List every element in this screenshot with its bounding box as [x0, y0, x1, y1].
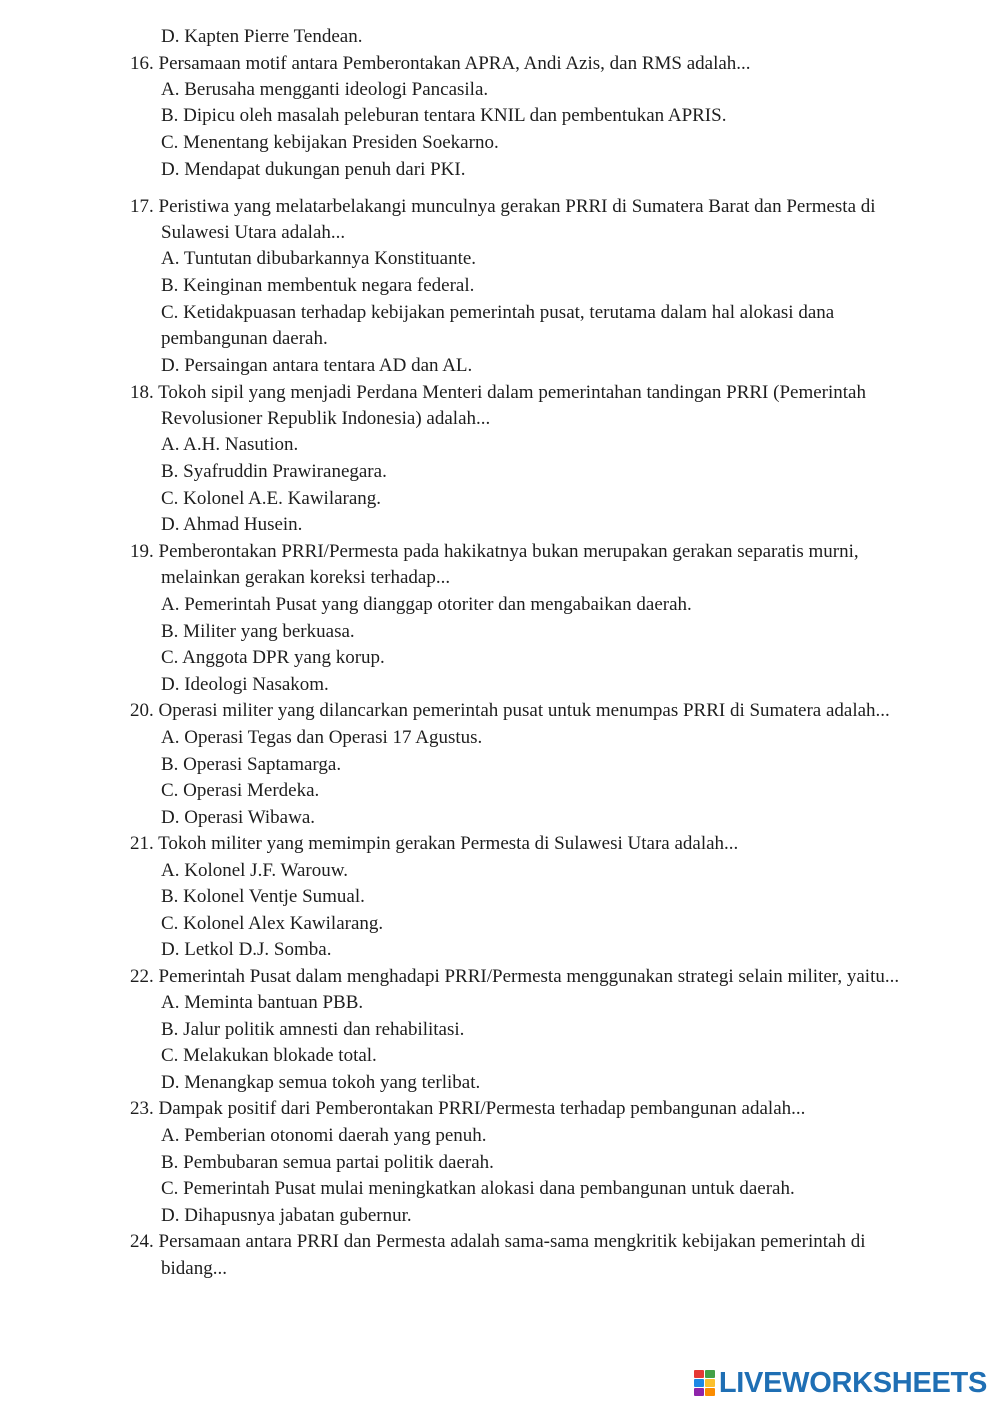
question-23: 23. Dampak positif dari Pemberontakan PRRI/Permesta terhadap pembangunan adalah...: [130, 1098, 806, 1119]
question-21: 21. Tokoh militer yang memimpin gerakan Permesta di Sulawesi Utara adalah...: [130, 833, 739, 854]
option-d-q22: D. Menangkap semua tokoh yang terlibat.: [161, 1072, 481, 1093]
option-c-q18: C. Kolonel A.E. Kawilarang.: [161, 488, 382, 509]
logo-cell: [694, 1370, 704, 1378]
option-c-q17: C. Ketidakpuasan terhadap kebijakan pemerintah pusat, terutama dalam hal alokasi dana: [161, 302, 835, 323]
option-c-q21: C. Kolonel Alex Kawilarang.: [161, 913, 384, 934]
option-a-q16: A. Berusaha mengganti ideologi Pancasila.: [161, 79, 489, 100]
liveworksheets-brand: [694, 1365, 987, 1401]
question-19-continued: melainkan gerakan koreksi terhadap...: [161, 567, 451, 588]
option-c-q17-continued: pembangunan daerah.: [161, 328, 328, 349]
option-b-q21: B. Kolonel Ventje Sumual.: [161, 886, 365, 907]
option-d-q23: D. Dihapusnya jabatan gubernur.: [161, 1205, 412, 1226]
logo-cell: [705, 1379, 715, 1387]
option-c-q23: C. Pemerintah Pusat mulai meningkatkan alokasi dana pembangunan untuk daerah.: [161, 1178, 795, 1199]
option-a-q23: A. Pemberian otonomi daerah yang penuh.: [161, 1125, 487, 1146]
liveworksheets-wordmark: LIVEWORKSHEETS: [718, 1367, 987, 1399]
question-20: 20. Operasi militer yang dilancarkan pemerintah pusat untuk menumpas PRRI di Sumatera adalah...: [130, 700, 890, 721]
logo-cell: [705, 1388, 715, 1396]
option-d-q15: D. Kapten Pierre Tendean.: [161, 26, 363, 47]
question-17-continued: Sulawesi Utara adalah...: [161, 222, 346, 243]
option-b-q23: B. Pembubaran semua partai politik daerah.: [161, 1152, 494, 1173]
question-22: 22. Pemerintah Pusat dalam menghadapi PRRI/Permesta menggunakan strategi selain militer, yaitu...: [130, 966, 900, 987]
logo-cell: [694, 1379, 704, 1387]
question-16: 16. Persamaan motif antara Pemberontakan APRA, Andi Azis, dan RMS adalah...: [130, 53, 751, 74]
option-d-q19: D. Ideologi Nasakom.: [161, 674, 329, 695]
question-24: 24. Persamaan antara PRRI dan Permesta adalah sama-sama mengkritik kebijakan pemerintah di: [130, 1231, 866, 1252]
option-b-q18: B. Syafruddin Prawiranegara.: [161, 461, 387, 482]
option-a-q21: A. Kolonel J.F. Warouw.: [161, 860, 348, 881]
option-d-q16: D. Mendapat dukungan penuh dari PKI.: [161, 159, 466, 180]
option-c-q19: C. Anggota DPR yang korup.: [161, 647, 385, 668]
option-d-q17: D. Persaingan antara tentara AD dan AL.: [161, 355, 473, 376]
option-a-q19: A. Pemerintah Pusat yang dianggap otoriter dan mengabaikan daerah.: [161, 594, 692, 615]
option-d-q21: D. Letkol D.J. Somba.: [161, 939, 332, 960]
option-b-q22: B. Jalur politik amnesti dan rehabilitasi.: [161, 1019, 465, 1040]
option-b-q17: B. Keinginan membentuk negara federal.: [161, 275, 475, 296]
option-a-q20: A. Operasi Tegas dan Operasi 17 Agustus.: [161, 727, 483, 748]
option-a-q17: A. Tuntutan dibubarkannya Konstituante.: [161, 248, 477, 269]
question-19: 19. Pemberontakan PRRI/Permesta pada hakikatnya bukan merupakan gerakan separatis murni,: [130, 541, 859, 562]
question-17: 17. Peristiwa yang melatarbelakangi munculnya gerakan PRRI di Sumatera Barat dan Permesta di: [130, 196, 876, 217]
question-24-continued: bidang...: [161, 1258, 227, 1279]
question-18: 18. Tokoh sipil yang menjadi Perdana Menteri dalam pemerintahan tandingan PRRI (Pemerintah: [130, 382, 866, 403]
option-c-q22: C. Melakukan blokade total.: [161, 1045, 377, 1066]
option-b-q16: B. Dipicu oleh masalah peleburan tentara KNIL dan pembentukan APRIS.: [161, 105, 727, 126]
option-c-q20: C. Operasi Merdeka.: [161, 780, 320, 801]
option-d-q20: D. Operasi Wibawa.: [161, 807, 316, 828]
option-c-q16: C. Menentang kebijakan Presiden Soekarno.: [161, 132, 499, 153]
option-a-q22: A. Meminta bantuan PBB.: [161, 992, 364, 1013]
option-d-q18: D. Ahmad Husein.: [161, 514, 303, 535]
option-b-q19: B. Militer yang berkuasa.: [161, 621, 355, 642]
liveworksheets-logo-icon: [694, 1370, 716, 1396]
logo-cell: [705, 1370, 715, 1378]
option-b-q20: B. Operasi Saptamarga.: [161, 754, 342, 775]
logo-cell: [694, 1388, 704, 1396]
option-a-q18: A. A.H. Nasution.: [161, 434, 299, 455]
question-18-continued: Revolusioner Republik Indonesia) adalah...: [161, 408, 491, 429]
